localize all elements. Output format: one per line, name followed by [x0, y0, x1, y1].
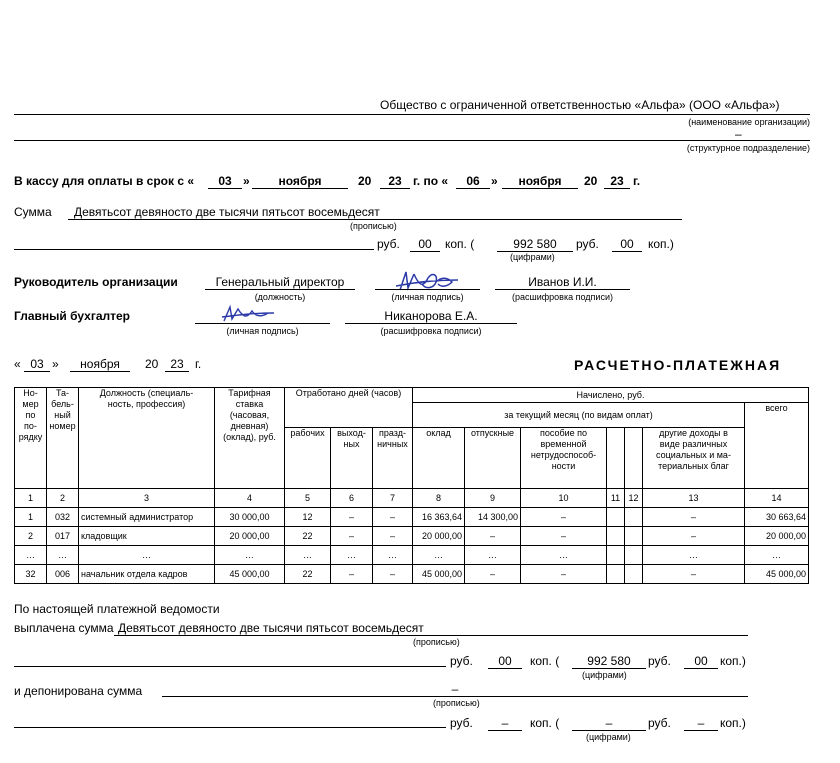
col-num: 5: [285, 489, 331, 508]
underline: [70, 371, 130, 372]
cell: …: [643, 546, 745, 565]
header-rate: Тарифная ставка (часовая, дневная) (оклад), руб.: [215, 388, 285, 489]
underline: [375, 289, 480, 290]
underline: [162, 696, 748, 697]
decoding-caption: (расшифровка подписи): [512, 292, 613, 302]
personal-caption: (личная подпись): [391, 292, 464, 302]
cell: 45 000,00: [745, 565, 809, 584]
col-num: 7: [373, 489, 413, 508]
cash-prefix: В кассу для оплаты в срок с «: [14, 174, 195, 188]
underline: [410, 251, 440, 252]
header-num: Но- мер по по- рядку: [15, 388, 47, 489]
sum-digits: 992 580: [513, 237, 557, 251]
cell: 30 663,64: [745, 508, 809, 527]
underline: [572, 668, 646, 669]
paid-label: выплачена сумма: [14, 621, 114, 635]
underline: [502, 188, 578, 189]
col-num: 8: [413, 489, 465, 508]
cell: 14 300,00: [465, 508, 521, 527]
col-num: 13: [643, 489, 745, 508]
paid-kop2-value: 00: [694, 654, 708, 668]
subdivision-value: –: [735, 127, 742, 141]
dep-digits-caption: (цифрами): [586, 732, 631, 742]
cell: [625, 565, 643, 584]
cell: –: [331, 508, 373, 527]
paid-words: Девятьсот девяносто две тысячи пятьсот восемьдесят: [118, 621, 424, 635]
header-empty-11: [607, 428, 625, 489]
cash-suffix: г.: [633, 174, 641, 188]
underline: [345, 323, 517, 324]
header-salary: оклад: [413, 428, 465, 489]
table-row: [15, 546, 809, 565]
cell: –: [331, 565, 373, 584]
paid-rub2-label: руб.: [648, 654, 671, 668]
accountant-personal-caption: (личная подпись): [226, 326, 299, 336]
paid-kop-label: коп. (: [530, 654, 560, 668]
cell: [607, 508, 625, 527]
col-num: 6: [331, 489, 373, 508]
dep-words-caption: (прописью): [433, 698, 480, 708]
underline: [68, 219, 682, 220]
cell: [625, 527, 643, 546]
date-open: «: [14, 357, 21, 371]
cell: 45 000,00: [413, 565, 465, 584]
underline: [195, 323, 330, 324]
header-total: всего: [745, 403, 809, 489]
dep-rub-label: руб.: [450, 716, 473, 730]
dep-digits: –: [605, 716, 613, 730]
cell: –: [643, 565, 745, 584]
cell: …: [373, 546, 413, 565]
underline: [684, 668, 718, 669]
cash-year-prefix-2: 20: [584, 174, 598, 188]
date-suffix: г.: [195, 357, 202, 371]
sum-rub2-label: руб.: [576, 237, 599, 251]
underline: [205, 289, 355, 290]
underline: [114, 635, 748, 636]
org-underline: [14, 114, 810, 115]
cash-to-month: ноября: [518, 174, 562, 188]
table-row: [15, 565, 809, 584]
underline: [488, 668, 522, 669]
cell: …: [465, 546, 521, 565]
cell: 22: [285, 527, 331, 546]
cell: 12: [285, 508, 331, 527]
cell: 032: [47, 508, 79, 527]
header-tab: Та- бель- ный номер: [47, 388, 79, 489]
cell: 017: [47, 527, 79, 546]
underline: [252, 188, 348, 189]
paid-digits: 992 580: [587, 654, 631, 668]
cell: [625, 546, 643, 565]
underline: [165, 371, 189, 372]
sum-kop-label: коп. (: [445, 237, 475, 251]
cell: 2: [15, 527, 47, 546]
cell: –: [465, 527, 521, 546]
col-num: 4: [215, 489, 285, 508]
cell: 30 000,00: [215, 508, 285, 527]
underline: [14, 249, 374, 250]
cell: –: [521, 527, 607, 546]
header-holiday: празд- ничных: [373, 428, 413, 489]
accountant-label: Главный бухгалтер: [14, 309, 131, 323]
col-num: 10: [521, 489, 607, 508]
paid-rub-label: руб.: [450, 654, 473, 668]
sum-kop2-value: 00: [620, 237, 634, 251]
table-row: [15, 527, 809, 546]
cash-year-prefix: 20: [358, 174, 372, 188]
cell: …: [215, 546, 285, 565]
cell: 006: [47, 565, 79, 584]
payroll-table: [14, 387, 809, 584]
cell: …: [15, 546, 47, 565]
sum-digits-caption: (цифрами): [510, 252, 555, 262]
underline: [208, 188, 242, 189]
header-current-month: за текущий месяц (по видам оплат): [413, 403, 745, 428]
head-label: Руководитель организации: [14, 275, 178, 289]
col-num: 11: [607, 489, 625, 508]
underline: [14, 727, 446, 728]
dep-kop-label: коп. (: [530, 716, 560, 730]
cell: 45 000,00: [215, 565, 285, 584]
underline: [572, 730, 646, 731]
cash-quote-close-2: »: [491, 174, 498, 188]
header-weekend: выход- ных: [331, 428, 373, 489]
dep-rub2-label: руб.: [648, 716, 671, 730]
cell: 20 000,00: [745, 527, 809, 546]
cell: –: [521, 508, 607, 527]
header-working: рабочих: [285, 428, 331, 489]
underline: [488, 730, 522, 731]
footer-line1: По настоящей платежной ведомости: [14, 602, 220, 616]
date-day: 03: [30, 357, 44, 371]
cash-from-year: 23: [388, 174, 402, 188]
dep-kop2-value: –: [697, 716, 705, 730]
underline: [604, 188, 630, 189]
col-num: 3: [79, 489, 215, 508]
cell: …: [331, 546, 373, 565]
paid-kop-value: 00: [498, 654, 512, 668]
cell: 32: [15, 565, 47, 584]
dep-kop-value: –: [501, 716, 509, 730]
table-row: [15, 508, 809, 527]
date-month: ноября: [80, 357, 120, 371]
cell: –: [373, 565, 413, 584]
document-title: РАСЧЕТНО-ПЛАТЕЖНАЯ: [574, 357, 782, 373]
column-numbers-row: [15, 489, 809, 508]
cell: 1: [15, 508, 47, 527]
cell: …: [745, 546, 809, 565]
header-position: Должность (специаль- ность, профессия): [79, 388, 215, 489]
cell: 16 363,64: [413, 508, 465, 527]
header-vacation: отпускные: [465, 428, 521, 489]
underline: [24, 371, 50, 372]
head-name: Иванов И.И.: [528, 275, 597, 289]
cell: [607, 565, 625, 584]
cell: –: [373, 508, 413, 527]
cash-quote-close: »: [243, 174, 250, 188]
position-caption: (должность): [254, 292, 306, 302]
cell: –: [643, 508, 745, 527]
underline: [495, 289, 630, 290]
col-num: 12: [625, 489, 643, 508]
underline: [612, 251, 642, 252]
date-year: 23: [170, 357, 184, 371]
cell: –: [373, 527, 413, 546]
underline: [14, 666, 446, 667]
date-year-prefix: 20: [145, 357, 159, 371]
col-num: 1: [15, 489, 47, 508]
sum-label: Сумма: [14, 205, 52, 219]
cell: 20 000,00: [413, 527, 465, 546]
paid-digits-caption: (цифрами): [582, 670, 627, 680]
underline: [684, 730, 718, 731]
header-empty-12: [625, 428, 643, 489]
header-worked: Отработано дней (часов): [285, 388, 413, 428]
cell: [625, 508, 643, 527]
header-other: другие доходы в виде различных социальных и ма- териальных благ: [643, 428, 745, 489]
dep-kop2-label: коп.): [720, 716, 746, 730]
date-close: »: [52, 357, 59, 371]
cash-from-month: ноября: [278, 174, 322, 188]
accountant-decoding-caption: (расшифровка подписи): [380, 326, 482, 336]
col-num: 14: [745, 489, 809, 508]
sum-words: Девятьсот девяносто две тысячи пятьсот восемьдесят: [74, 205, 380, 219]
subdivision-underline: [14, 140, 810, 141]
header-sick: пособие по временной нетрудоспособ- ности: [521, 428, 607, 489]
subdivision-caption: (структурное подразделение): [686, 143, 810, 153]
col-num: 9: [465, 489, 521, 508]
cell: …: [521, 546, 607, 565]
cell: –: [643, 527, 745, 546]
cell: …: [285, 546, 331, 565]
organization-name: Общество с ограниченной ответственностью «Альфа» (ООО «Альфа»): [380, 98, 780, 112]
cell: кладовщик: [79, 527, 215, 546]
underline: [380, 188, 410, 189]
sum-kop2-label: коп.): [648, 237, 674, 251]
sum-words-caption: (прописью): [350, 221, 397, 231]
sum-rub-label: руб.: [377, 237, 400, 251]
paid-kop2-label: коп.): [720, 654, 746, 668]
cash-to-year: 23: [610, 174, 624, 188]
cash-from-day: 03: [218, 174, 232, 188]
cell: –: [521, 565, 607, 584]
cell: 22: [285, 565, 331, 584]
cash-to-day: 06: [466, 174, 480, 188]
sum-kop-value: 00: [418, 237, 432, 251]
cell: …: [47, 546, 79, 565]
head-position: Генеральный директор: [215, 275, 345, 289]
col-num: 2: [47, 489, 79, 508]
cell: начальник отдела кадров: [79, 565, 215, 584]
cell: 20 000,00: [215, 527, 285, 546]
cell: [607, 546, 625, 565]
deposited-label: и депонирована сумма: [14, 684, 143, 698]
cell: –: [465, 565, 521, 584]
underline: [456, 188, 490, 189]
paid-words-caption: (прописью): [413, 637, 460, 647]
org-caption: (наименование организации): [688, 117, 810, 127]
cell: [607, 527, 625, 546]
cash-mid: г. по «: [413, 174, 449, 188]
cell: системный администратор: [79, 508, 215, 527]
accountant-name: Никанорова Е.А.: [384, 309, 478, 323]
cell: …: [79, 546, 215, 565]
deposited-value: –: [451, 682, 459, 696]
header-accrued: Начислено, руб.: [413, 388, 809, 403]
cell: …: [413, 546, 465, 565]
cell: –: [331, 527, 373, 546]
